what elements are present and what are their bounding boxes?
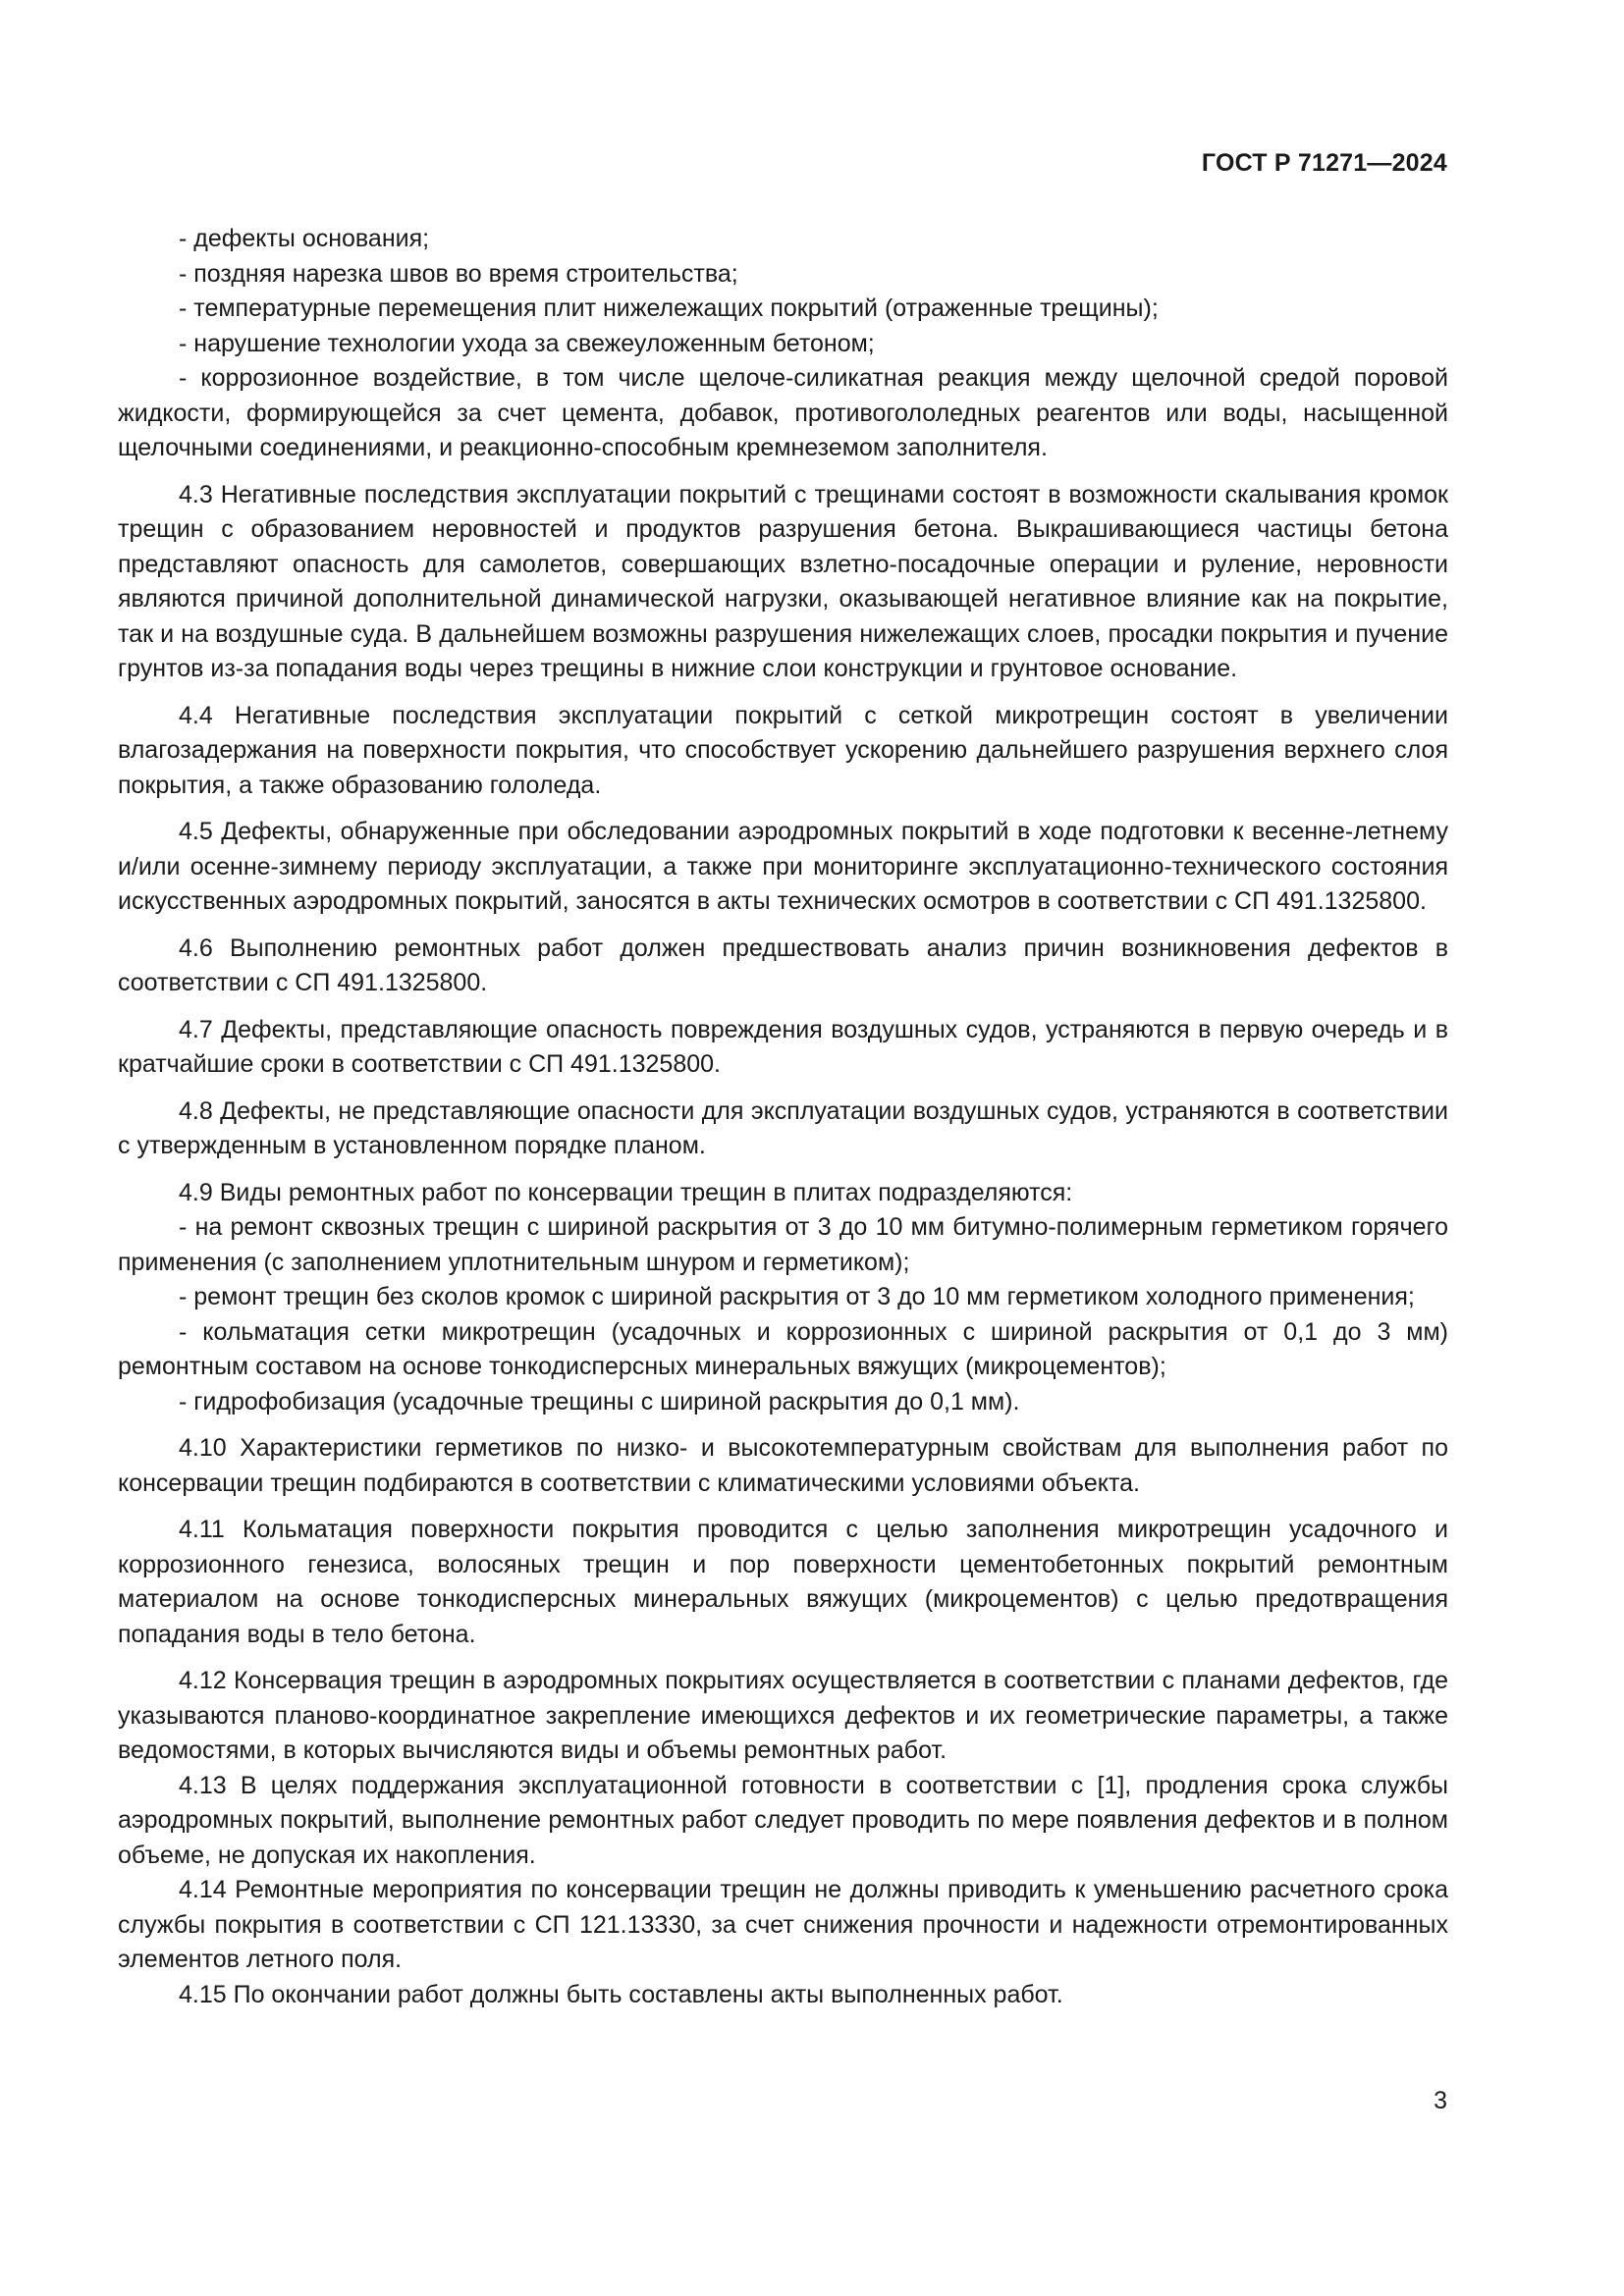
list-item: - ремонт трещин без сколов кромок с шириной раскрытия от 3 до 10 мм герметиком холодного применения; <box>179 1283 1415 1310</box>
paragraph-4-9: 4.9 Виды ремонтных работ по консервации трещин в плитах подразделяются: <box>179 1178 1073 1206</box>
list-item: - на ремонт сквозных трещин с шириной раскрытия от 3 до 10 мм битумно-полимерным герметиком горячего применения (с заполнением уплотнительным шнуром и герметиком); <box>118 1213 1448 1276</box>
document-body <box>118 222 1448 2012</box>
paragraph-4-5: 4.5 Дефекты, обнаруженные при обследовании аэродромных покрытий в ходе подготовки к весенне-летнему и/или осенне-зимнему периоду эксплуатации, а также при мониторинге эксплуатационно-технического состояния искусственных аэродромных покрытий, заносятся в акты технических осмотров в соответствии с СП 491.1325800. <box>118 818 1448 915</box>
list-item: - коррозионное воздействие, в том числе щелоче-силикатная реакция между щелочной средой поровой жидкости, формирующейся за счет цемента, добавок, противогололедных реагентов или воды, насыщенной щелочными соединениями, и реакционно-способным кремнеземом заполнителя. <box>118 364 1448 461</box>
list-item: - кольматация сетки микротрещин (усадочных и коррозионных с шириной раскрытия от 0,1 до 3 мм) ремонтным составом на основе тонкодисперсных минеральных вяжущих (микроцементов); <box>118 1317 1448 1380</box>
paragraph-4-3: 4.3 Негативные последствия эксплуатации покрытий с трещинами состоят в возможности скалывания кромок трещин с образованием неровностей и продуктов разрушения бетона. Выкрашивающиеся частицы бетона представляют опасность для самолетов, совершающих взлетно-посадочные операции и руление, неровности являются причиной дополнительной динамической нагрузки, оказывающей негативное влияние как на покрытие, так и на воздушные суда. В дальнейшем возможны разрушения нижележащих слоев, просадки покрытия и пучение грунтов из-за попадания воды через трещины в нижние слои конструкции и грунтовое основание. <box>118 480 1448 682</box>
paragraph-4-15: 4.15 По окончании работ должны быть составлены акты выполненных работ. <box>179 1980 1063 2008</box>
paragraph-4-11: 4.11 Кольматация поверхности покрытия проводится с целью заполнения микротрещин усадочного и коррозионного генезиса, волосяных трещин и пор поверхности цементобетонных покрытий ремонтным материалом на основе тонкодисперсных минеральных вяжущих (микроцементов) с целью предотвращения попадания воды в тело бетона. <box>118 1516 1448 1648</box>
paragraph-4-12: 4.12 Консервация трещин в аэродромных покрытиях осуществляется в соответствии с планами дефектов, где указываются планово-координатное закрепление имеющихся дефектов и их геометрические параметры, а также ведомостями, в которых вычисляются виды и объемы ремонтных работ. <box>118 1667 1448 1764</box>
list-item: - гидрофобизация (усадочные трещины с шириной раскрытия до 0,1 мм). <box>179 1387 1020 1415</box>
list-item: - дефекты основания; <box>179 225 430 252</box>
paragraph-4-14: 4.14 Ремонтные мероприятия по консервации трещин не должны приводить к уменьшению расчетного срока службы покрытия в соответствии с СП 121.13330, за счет снижения прочности и надежности отремонтированных элементов летного поля. <box>118 1876 1448 1973</box>
list-item: - нарушение технологии ухода за свежеуложенным бетоном; <box>179 329 875 357</box>
paragraph-4-6: 4.6 Выполнению ремонтных работ должен предшествовать анализ причин возникновения дефектов в соответствии с СП 491.1325800. <box>118 934 1448 996</box>
paragraph-4-8: 4.8 Дефекты, не представляющие опасности для эксплуатации воздушных судов, устраняются в соответствии с утвержденным в установленном порядке планом. <box>118 1096 1448 1159</box>
paragraph-4-10: 4.10 Характеристики герметиков по низко- и высокотемпературным свойствам для выполнения работ по консервации трещин подбираются в соответствии с климатическими условиями объекта. <box>118 1434 1448 1497</box>
list-item: - температурные перемещения плит нижележащих покрытий (отраженные трещины); <box>179 294 1159 322</box>
paragraph-4-13: 4.13 В целях поддержания эксплуатационной готовности в соответствии с [1], продления срока службы аэродромных покрытий, выполнение ремонтных работ следует проводить по мере появления дефектов и в полном объеме, не допуская их накопления. <box>118 1771 1448 1869</box>
document-code: ГОСТ Р 71271—2024 <box>1201 149 1447 177</box>
list-item: - поздняя нарезка швов во время строительства; <box>179 259 738 288</box>
page-number: 3 <box>1434 2087 1447 2114</box>
paragraph-4-7: 4.7 Дефекты, представляющие опасность повреждения воздушных судов, устраняются в первую очередь и в кратчайшие сроки в соответствии с СП 491.1325800. <box>118 1015 1448 1078</box>
paragraph-4-4: 4.4 Негативные последствия эксплуатации покрытий с сеткой микротрещин состоят в увеличении влагозадержания на поверхности покрытия, что способствует ускорению дальнейшего разрушения верхнего слоя покрытия, а также образованию гололеда. <box>118 701 1448 799</box>
